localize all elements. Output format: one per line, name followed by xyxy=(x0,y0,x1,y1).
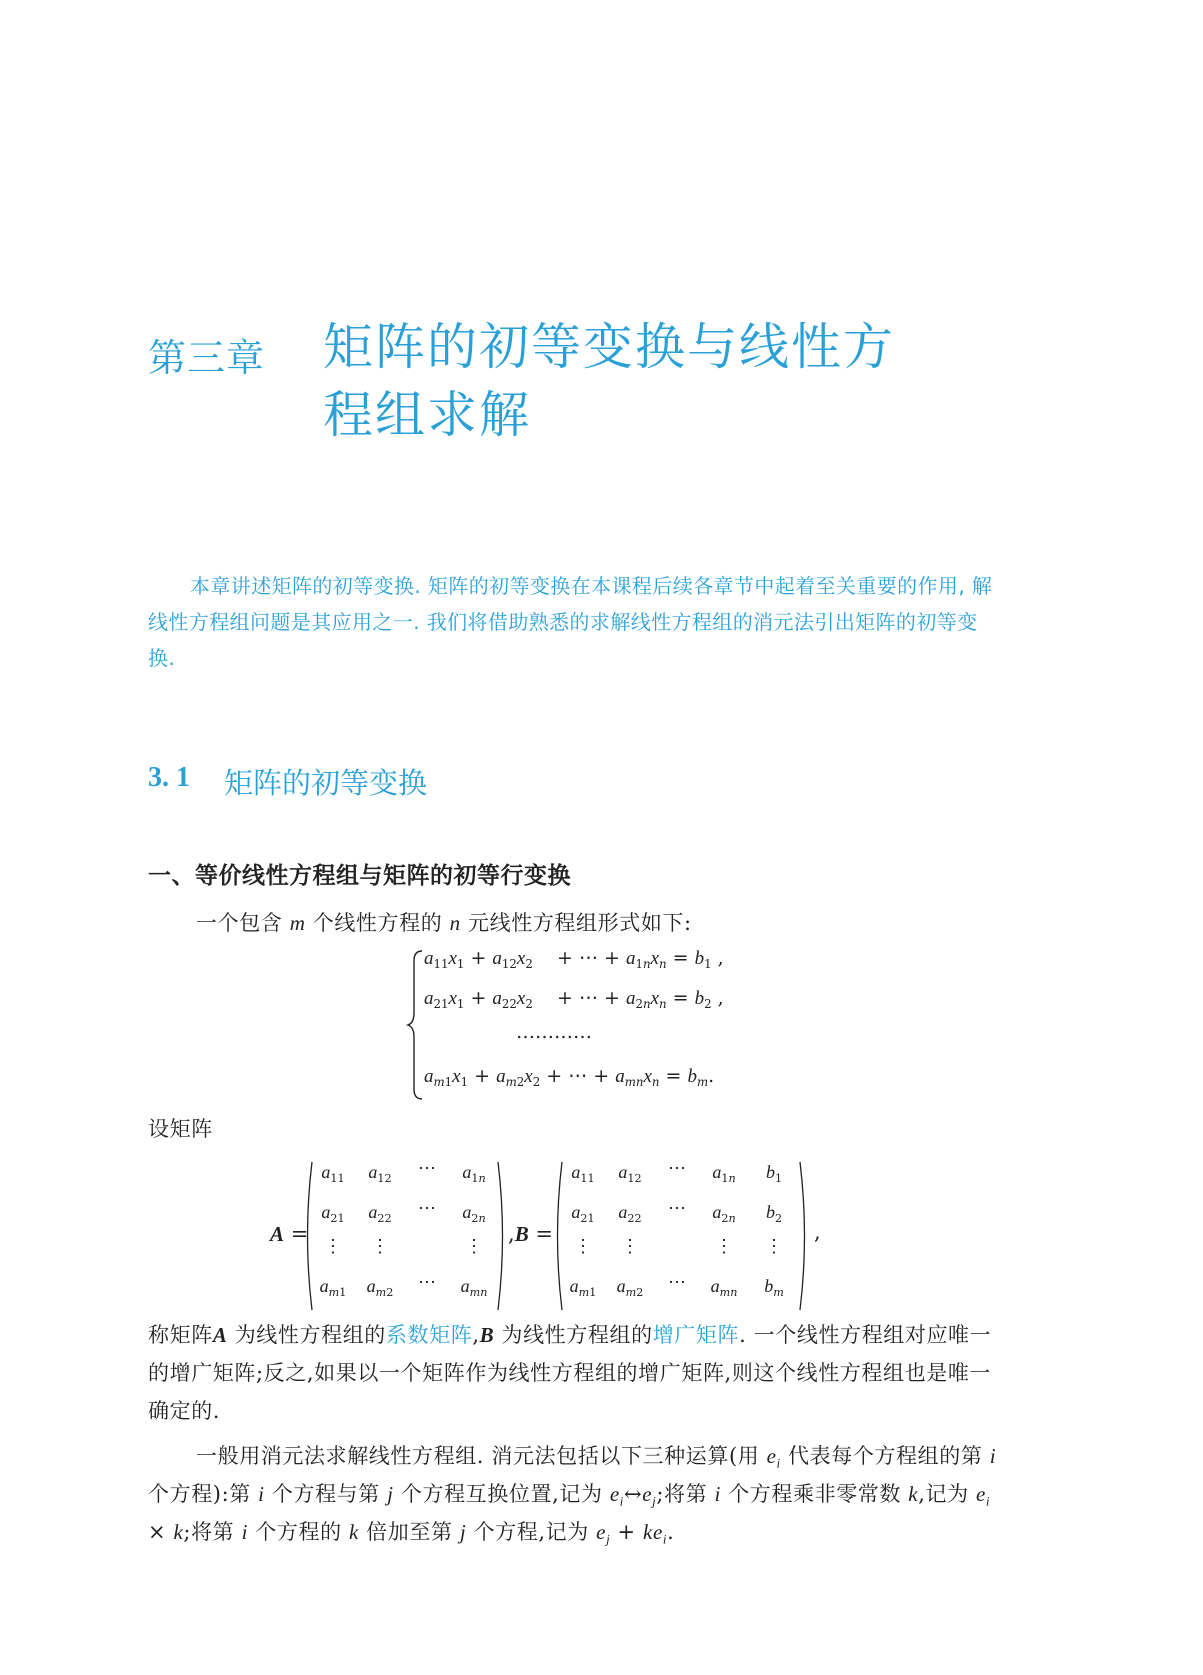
text: 一个包含 xyxy=(196,911,283,935)
subsection-title: 一、等价线性方程组与矩阵的初等行变换 xyxy=(148,862,571,889)
paragraph-intro-system xyxy=(196,904,692,942)
chapter-title-line1: 矩阵的初等变换与线性方 xyxy=(323,318,895,376)
var-n: n xyxy=(449,911,461,935)
matrices-block: A = $a_{11}$ $a_{12}$ ⋯ $a_{1n}$ $a_{21}$ $a_{22}$ ⋯ $a_{2n}$ ⋮ ⋮ ⋮ $a_{m1}$ $a_{m2}$ ⋯ $a_{mn}$ ,B = $a_{11}$ $a_{12}$ ⋯ $a_{1n}$ $b_1$ $a_{21}$ $a_{22}$ ⋯ $a_{2n}$ $b_2$ ⋮ ⋮ ⋮ ⋮ $a_{m1}$ $a_{m2}$ ⋯ $a_{mn}$ $b_m$ , xyxy=(270,1158,870,1318)
equation-row-2: $a_{21}x_1 + a_{22}x_2$ + ⋯ + $a_{2n}x_n = b_2$ , xyxy=(424,987,724,1012)
equation-system xyxy=(406,945,736,1105)
chapter-title xyxy=(323,313,943,449)
link-coefficient-matrix[interactable]: 系数矩阵 xyxy=(385,1323,473,1347)
chapter-title-line2: 程组求解 xyxy=(323,386,531,444)
section-title: 矩阵的初等变换 xyxy=(224,766,428,800)
paragraph-matrix-definitions: 称矩阵A 为线性方程组的系数矩阵,B 为线性方程组的增广矩阵. 一个线性方程组对应唯一的增广矩阵;反之,如果以一个矩阵作为线性方程组的增广矩阵,则这个线性方程组也是唯一确定的. xyxy=(148,1323,992,1423)
equation-row-1: $a_{11}x_1 + a_{12}x_2$ + ⋯ + $a_{1n}x_n = b_1$ , xyxy=(424,947,724,972)
var-m: m xyxy=(289,911,306,935)
chapter-intro: 本章讲述矩阵的初等变换. 矩阵的初等变换在本课程后续各章节中起着至关重要的作用, 解线性方程组问题是其应用之一. 我们将借助熟悉的求解线性方程组的消元法引出矩阵的初等变换. xyxy=(148,574,993,670)
left-brace xyxy=(406,945,426,1105)
text: 个线性方程的 xyxy=(312,911,443,935)
equation-vdots-row: ………… xyxy=(516,1021,592,1043)
link-augmented-matrix[interactable]: 增广矩阵 xyxy=(652,1323,740,1347)
set-matrix-text: 设矩阵 xyxy=(148,1117,213,1141)
matrix-B-label: ,B = xyxy=(508,1222,553,1246)
text: 元线性方程组形式如下: xyxy=(468,911,692,935)
chapter-label: 第三章 xyxy=(148,336,266,380)
section-number: 3. 1 xyxy=(148,762,190,793)
matrix-A-label: A = xyxy=(270,1222,309,1246)
paragraph-elimination-ops: 一般用消元法求解线性方程组. 消元法包括以下三种运算(用 $e_i$ 代表每个方程组的第 i 个方程):第 i 个方程与第 j 个方程互换位置,记为 $e_i\leftrightarrow e_j$;将第 i 个方程乘非零常数 k,记为 $e_i \times k$;将第 i 个方程的 k 倍加至第 j 个方程,记为 $e_j + ke_i$. xyxy=(148,1444,997,1547)
equation-row-m: $a_{m1}x_1 + a_{m2}x_2$ + ⋯ + $a_{mn}x_n = b_m$. xyxy=(424,1065,715,1090)
